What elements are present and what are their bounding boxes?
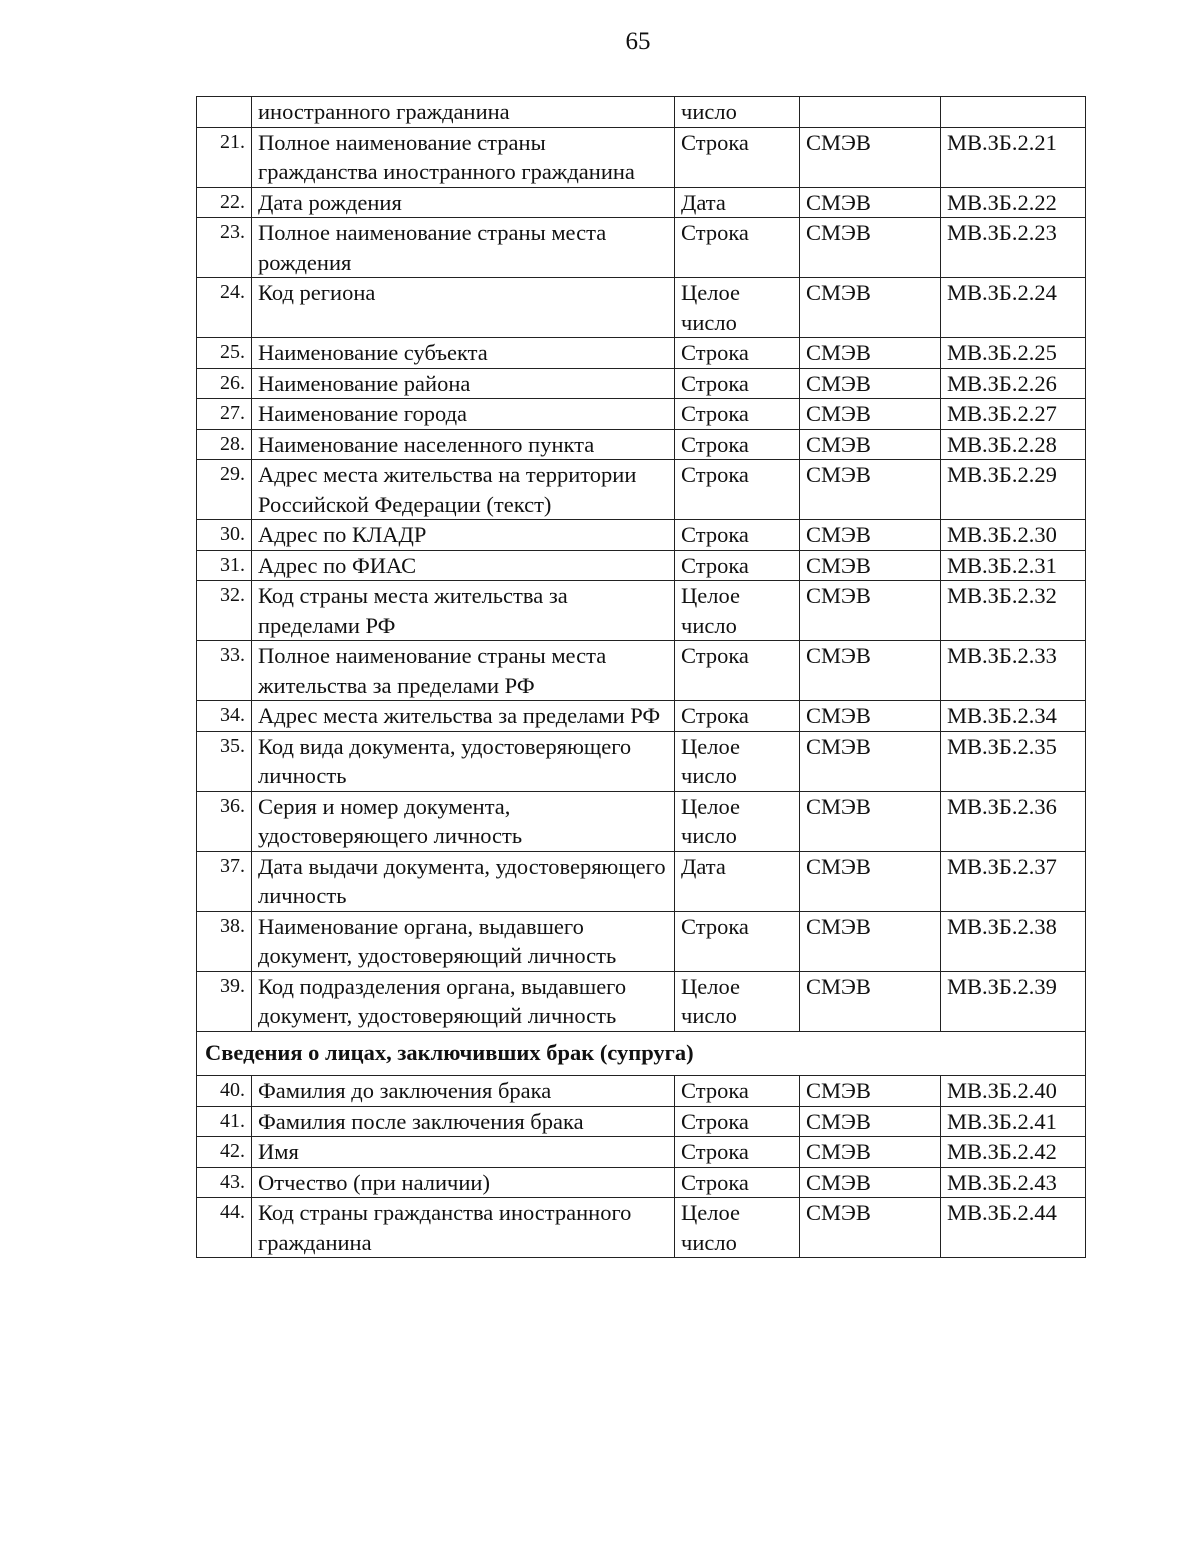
row-type: Строка [675,399,800,430]
row-number: 30. [197,520,252,551]
table-row [197,791,1086,851]
row-name: Адрес места жительства за пределами РФ [252,701,675,732]
row-number: 28. [197,429,252,460]
row-type: Строка [675,1137,800,1168]
row-code: МВ.ЗБ.2.34 [941,701,1086,732]
row-name: Наименование района [252,368,675,399]
row-number: 33. [197,641,252,701]
table-row [197,581,1086,641]
table-row [197,1198,1086,1258]
row-number: 41. [197,1106,252,1137]
table-row [197,429,1086,460]
row-name: Наименование населенного пункта [252,429,675,460]
row-source: СМЭВ [800,1137,941,1168]
row-number: 27. [197,399,252,430]
row-number: 26. [197,368,252,399]
table-row [197,338,1086,369]
row-name: иностранного гражданина [252,97,675,128]
table-row [197,127,1086,187]
row-source: СМЭВ [800,218,941,278]
row-source: СМЭВ [800,971,941,1031]
table-row [197,520,1086,551]
row-name: Имя [252,1137,675,1168]
row-type: Строка [675,368,800,399]
table-row [197,851,1086,911]
row-number: 35. [197,731,252,791]
row-code: МВ.ЗБ.2.23 [941,218,1086,278]
row-number: 37. [197,851,252,911]
row-type: Целое число [675,278,800,338]
row-code: МВ.ЗБ.2.32 [941,581,1086,641]
row-source: СМЭВ [800,851,941,911]
table-row [197,218,1086,278]
row-type: Дата [675,187,800,218]
table-row [197,701,1086,732]
row-number: 43. [197,1167,252,1198]
row-type: Целое число [675,581,800,641]
row-name: Дата выдачи документа, удостоверяющего личность [252,851,675,911]
row-type: Строка [675,701,800,732]
data-table [196,96,1086,1258]
row-code: МВ.ЗБ.2.43 [941,1167,1086,1198]
row-source: СМЭВ [800,1106,941,1137]
row-name: Код подразделения органа, выдавшего документ, удостоверяющий личность [252,971,675,1031]
table-section [197,1031,1086,1076]
row-code: МВ.ЗБ.2.35 [941,731,1086,791]
row-type: Строка [675,1076,800,1107]
row-source: СМЭВ [800,460,941,520]
row-code: МВ.ЗБ.2.24 [941,278,1086,338]
row-type: Строка [675,641,800,701]
row-type: Целое число [675,731,800,791]
row-source: СМЭВ [800,701,941,732]
row-source: СМЭВ [800,187,941,218]
row-code: МВ.ЗБ.2.42 [941,1137,1086,1168]
row-code: МВ.ЗБ.2.25 [941,338,1086,369]
row-source: СМЭВ [800,429,941,460]
row-type: Строка [675,911,800,971]
row-name: Адрес места жительства на территории Российской Федерации (текст) [252,460,675,520]
row-name: Серия и номер документа, удостоверяющего личность [252,791,675,851]
row-type: Целое число [675,971,800,1031]
row-code: МВ.ЗБ.2.31 [941,550,1086,581]
row-number: 22. [197,187,252,218]
row-code [941,97,1086,128]
row-name: Код вида документа, удостоверяющего личность [252,731,675,791]
row-number: 24. [197,278,252,338]
table-body-top [197,97,1086,1032]
table-row [197,641,1086,701]
row-source: СМЭВ [800,1198,941,1258]
row-number: 25. [197,338,252,369]
row-code: МВ.ЗБ.2.33 [941,641,1086,701]
row-type: Строка [675,429,800,460]
row-code: МВ.ЗБ.2.41 [941,1106,1086,1137]
row-source: СМЭВ [800,791,941,851]
row-code: МВ.ЗБ.2.37 [941,851,1086,911]
row-code: МВ.ЗБ.2.21 [941,127,1086,187]
row-source: СМЭВ [800,368,941,399]
table-row [197,911,1086,971]
page-number: 65 [625,28,651,55]
row-number: 23. [197,218,252,278]
row-source: СМЭВ [800,731,941,791]
row-code: МВ.ЗБ.2.29 [941,460,1086,520]
table-row [197,971,1086,1031]
row-name: Полное наименование страны гражданства иностранного гражданина [252,127,675,187]
row-name: Код региона [252,278,675,338]
row-code: МВ.ЗБ.2.38 [941,911,1086,971]
row-code: МВ.ЗБ.2.44 [941,1198,1086,1258]
row-name: Дата рождения [252,187,675,218]
table-row [197,731,1086,791]
row-name: Адрес по КЛАДР [252,520,675,551]
row-type: Целое число [675,1198,800,1258]
row-source: СМЭВ [800,399,941,430]
row-name: Адрес по ФИАС [252,550,675,581]
row-number: 32. [197,581,252,641]
table-row [197,1137,1086,1168]
row-code: МВ.ЗБ.2.36 [941,791,1086,851]
row-code: МВ.ЗБ.2.26 [941,368,1086,399]
row-number: 39. [197,971,252,1031]
row-type: Целое число [675,791,800,851]
row-source: СМЭВ [800,278,941,338]
table-row [197,1167,1086,1198]
row-code: МВ.ЗБ.2.30 [941,520,1086,551]
row-name: Наименование города [252,399,675,430]
row-number: 42. [197,1137,252,1168]
row-number: 29. [197,460,252,520]
row-source: СМЭВ [800,581,941,641]
row-name: Фамилия до заключения брака [252,1076,675,1107]
row-source: СМЭВ [800,641,941,701]
section-title: Сведения о лицах, заключивших брак (супруга) [197,1031,1086,1076]
row-type: Строка [675,1167,800,1198]
row-number: 44. [197,1198,252,1258]
row-number: 34. [197,701,252,732]
row-name: Наименование органа, выдавшего документ, удостоверяющий личность [252,911,675,971]
row-name: Наименование субъекта [252,338,675,369]
row-code: МВ.ЗБ.2.39 [941,971,1086,1031]
row-number: 21. [197,127,252,187]
table-row [197,278,1086,338]
row-source: СМЭВ [800,520,941,551]
table-row [197,460,1086,520]
row-source: СМЭВ [800,1167,941,1198]
row-code: МВ.ЗБ.2.22 [941,187,1086,218]
row-type: Дата [675,851,800,911]
row-code: МВ.ЗБ.2.40 [941,1076,1086,1107]
row-number: 31. [197,550,252,581]
row-code: МВ.ЗБ.2.28 [941,429,1086,460]
row-number: 36. [197,791,252,851]
row-name: Отчество (при наличии) [252,1167,675,1198]
table-row [197,97,1086,128]
row-type: Строка [675,338,800,369]
row-name: Полное наименование страны места рождения [252,218,675,278]
row-source: СМЭВ [800,1076,941,1107]
table-row [197,550,1086,581]
row-source: СМЭВ [800,550,941,581]
row-type: Строка [675,1106,800,1137]
row-code: МВ.ЗБ.2.27 [941,399,1086,430]
table-row [197,399,1086,430]
row-number: 38. [197,911,252,971]
row-type: число [675,97,800,128]
section-row [197,1031,1086,1076]
row-type: Строка [675,520,800,551]
row-type: Строка [675,218,800,278]
row-number: 40. [197,1076,252,1107]
row-type: Строка [675,460,800,520]
row-source: СМЭВ [800,911,941,971]
table-body-bottom [197,1076,1086,1258]
table-row [197,1076,1086,1107]
row-source: СМЭВ [800,338,941,369]
table-row [197,187,1086,218]
row-number [197,97,252,128]
row-name: Код страны места жительства за пределами РФ [252,581,675,641]
table-row [197,368,1086,399]
row-source [800,97,941,128]
table-row [197,1106,1086,1137]
row-source: СМЭВ [800,127,941,187]
row-name: Полное наименование страны места жительства за пределами РФ [252,641,675,701]
row-name: Фамилия после заключения брака [252,1106,675,1137]
row-name: Код страны гражданства иностранного гражданина [252,1198,675,1258]
row-type: Строка [675,550,800,581]
row-type: Строка [675,127,800,187]
